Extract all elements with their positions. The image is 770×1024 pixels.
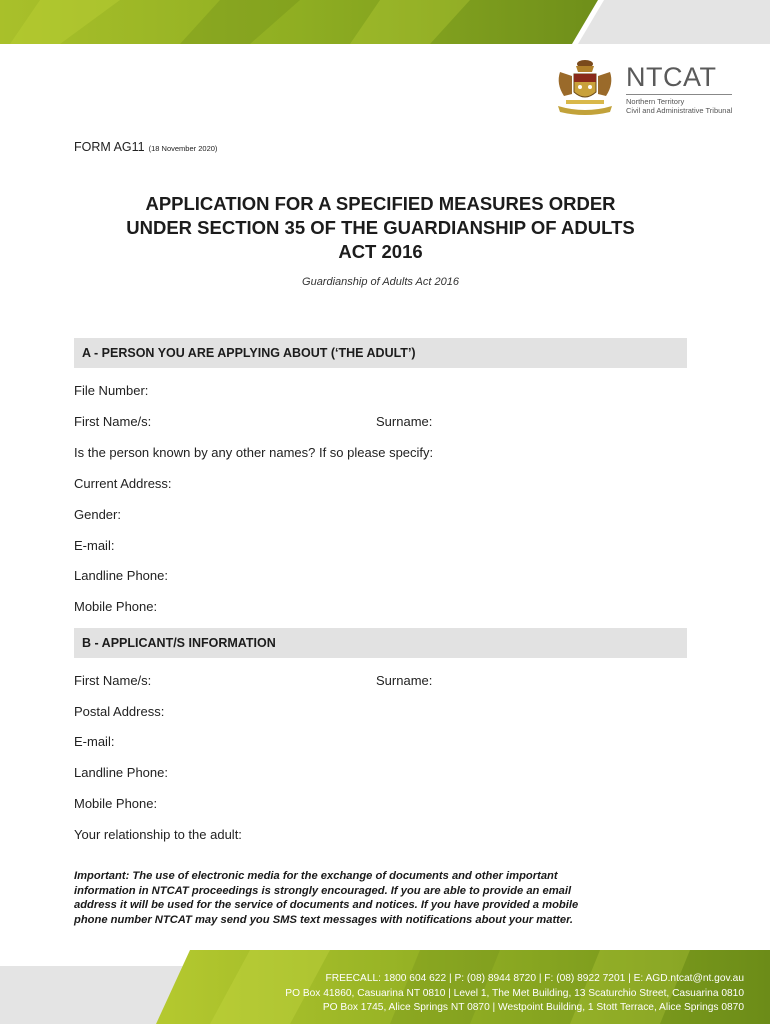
adult-landline-field[interactable]: Landline Phone: xyxy=(74,568,168,583)
adult-first-names-field[interactable]: First Name/s: xyxy=(74,414,152,429)
logo-subtitle-line1: Northern Territory xyxy=(626,97,685,106)
section-b-heading: B - APPLICANT/S INFORMATION xyxy=(74,628,687,658)
adult-other-names-field[interactable]: Is the person known by any other names? If so please specify: xyxy=(74,445,434,460)
electronic-media-notice xyxy=(74,869,694,927)
form-code xyxy=(74,140,217,154)
adult-surname-field[interactable]: Surname: xyxy=(376,414,433,429)
adult-gender-field[interactable]: Gender: xyxy=(74,507,121,522)
footer-line-1: FREECALL: 1800 604 622 | P: (08) 8944 8720 | F: (08) 8922 7201 | E: AGD.ntcat@nt.gov.au xyxy=(325,973,744,984)
adult-mobile-field[interactable]: Mobile Phone: xyxy=(74,599,158,614)
applicant-postal-address-field[interactable]: Postal Address: xyxy=(74,704,165,719)
header-band-graphic xyxy=(0,0,770,44)
form-code-label: FORM AG11 xyxy=(74,140,145,154)
footer-line-3: PO Box 1745, Alice Springs NT 0870 | Westpoint Building, 1 Stott Terrace, Alice Springs 0870 xyxy=(322,1002,744,1013)
adult-email-field[interactable]: E-mail: xyxy=(74,538,115,553)
notice-line-3: address it will be used for the service of documents and notices. If you have provided a mobile xyxy=(74,899,579,911)
form-date: (18 November 2020) xyxy=(148,144,218,153)
page-subtitle: Guardianship of Adults Act 2016 xyxy=(302,276,459,288)
title-line-3: ACT 2016 xyxy=(338,241,423,262)
page-title xyxy=(74,192,687,264)
notice-line-1: Important: The use of electronic media for the exchange of documents and other important xyxy=(74,870,558,882)
title-line-2: UNDER SECTION 35 OF THE GUARDIANSHIP OF ADULTS xyxy=(126,217,635,238)
adult-file-number-field[interactable]: File Number: xyxy=(74,383,149,398)
adult-current-address-field[interactable]: Current Address: xyxy=(74,476,172,491)
logo-divider xyxy=(626,94,732,95)
applicant-surname-field[interactable]: Surname: xyxy=(376,673,433,688)
footer-line-2: PO Box 41860, Casuarina NT 0810 | Level 1, The Met Building, 13 Scaturchio Street, Casuarina 0810 xyxy=(285,987,744,999)
section-a-heading: A - PERSON YOU ARE APPLYING ABOUT (‘THE ADULT’) xyxy=(74,338,687,368)
title-line-1: APPLICATION FOR A SPECIFIED MEASURES ORDER xyxy=(145,193,616,214)
applicant-relationship-field[interactable]: Your relationship to the adult: xyxy=(74,827,242,842)
notice-line-2: information in NTCAT proceedings is strongly encouraged. If you are able to provide an email xyxy=(74,884,572,897)
ntcat-logo xyxy=(552,58,742,118)
logo-subtitle-line2: Civil and Administrative Tribunal xyxy=(626,106,733,115)
applicant-mobile-field[interactable]: Mobile Phone: xyxy=(74,796,158,811)
applicant-landline-field[interactable]: Landline Phone: xyxy=(74,765,168,780)
applicant-email-field[interactable]: E-mail: xyxy=(74,734,115,749)
coat-of-arms-icon xyxy=(552,58,618,116)
notice-line-4: phone number NTCAT may send you SMS text messages with notifications about your matter. xyxy=(74,913,573,926)
logo-name: NTCAT xyxy=(626,62,717,92)
header-band xyxy=(0,0,770,44)
applicant-first-names-field[interactable]: First Name/s: xyxy=(74,673,152,688)
footer-contact xyxy=(285,972,744,1016)
